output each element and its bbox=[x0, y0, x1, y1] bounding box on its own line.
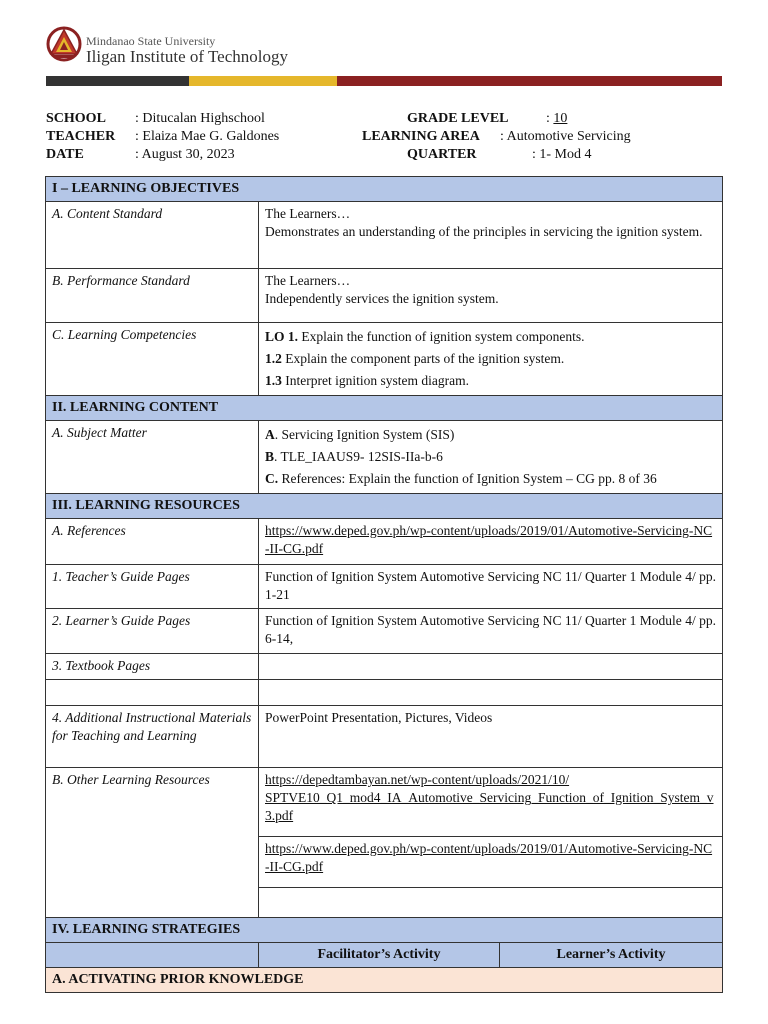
learning-area-value: : Automotive Servicing bbox=[500, 129, 631, 144]
section-heading-objectives: I – LEARNING OBJECTIVES bbox=[46, 177, 723, 202]
references-label: A. References bbox=[46, 519, 259, 565]
other-resource-empty bbox=[259, 887, 722, 917]
grade-level-value: : 10 bbox=[546, 111, 568, 126]
learning-competencies-value: LO 1. Explain the function of ignition system components. 1.2 Explain the component parts of the ignition system. 1.3 Interpret ignition system diagram. bbox=[259, 323, 723, 396]
empty-cell bbox=[46, 680, 259, 706]
lesson-plan-table bbox=[45, 176, 723, 993]
additional-materials-label: 4. Additional Instructional Materials for Teaching and Learning bbox=[46, 706, 259, 768]
learner-activity-header: Learner’s Activity bbox=[500, 943, 723, 968]
header-stripe-dark bbox=[46, 76, 189, 86]
performance-standard-label: B. Performance Standard bbox=[46, 269, 259, 323]
empty-cell bbox=[259, 680, 723, 706]
quarter-value: : 1- Mod 4 bbox=[532, 147, 592, 162]
quarter-label: QUARTER bbox=[407, 147, 477, 162]
school-label: SCHOOL bbox=[46, 111, 106, 126]
section-heading-strategies: IV. LEARNING STRATEGIES bbox=[46, 918, 723, 943]
other-resource-link-2-wrap bbox=[259, 836, 722, 884]
references-link[interactable]: https://www.deped.gov.ph/wp-content/uploads/2019/01/Automotive-Servicing-NC-II-CG.pdf bbox=[259, 519, 723, 565]
subject-matter-label: A. Subject Matter bbox=[46, 421, 259, 494]
date-value: : August 30, 2023 bbox=[135, 147, 235, 162]
activating-prior-knowledge-heading: A. ACTIVATING PRIOR KNOWLEDGE bbox=[46, 968, 723, 993]
date-label: DATE bbox=[46, 147, 84, 162]
teacher-value: : Elaiza Mae G. Galdones bbox=[135, 129, 280, 144]
teacher-label: TEACHER bbox=[46, 129, 116, 144]
other-resources-value bbox=[259, 768, 723, 918]
facilitator-activity-header: Facilitator’s Activity bbox=[259, 943, 500, 968]
textbook-pages-value bbox=[259, 654, 723, 680]
other-resource-link-1[interactable]: https://depedtambayan.net/wp-content/uploads/2021/10/ SPTVE10_Q1_mod4_IA_Automotive_Servicing_Function_of_Ignition_System_v3.pdf bbox=[265, 772, 714, 823]
content-standard-value: The Learners… Demonstrates an understanding of the principles in servicing the ignition system. bbox=[259, 202, 723, 269]
institution-logo bbox=[46, 24, 346, 68]
performance-standard-value: The Learners… Independently services the ignition system. bbox=[259, 269, 723, 323]
teachers-guide-value: Function of Ignition System Automotive Servicing NC 11/ Quarter 1 Module 4/ pp. 1-21 bbox=[259, 565, 723, 609]
other-resources-label: B. Other Learning Resources bbox=[46, 768, 259, 918]
strategies-blank-header bbox=[46, 943, 259, 968]
learning-area-label: LEARNING AREA bbox=[362, 129, 480, 144]
university-name: Mindanao State University bbox=[86, 34, 216, 48]
teachers-guide-label: 1. Teacher’s Guide Pages bbox=[46, 565, 259, 609]
header-stripe-gold bbox=[189, 76, 337, 86]
section-heading-resources: III. LEARNING RESOURCES bbox=[46, 494, 723, 519]
subject-matter-value: A. Servicing Ignition System (SIS) B. TLE_IAAUS9- 12SIS-IIa-b-6 C. References: Explain the function of Ignition System – CG pp. 8 of 36 bbox=[259, 421, 723, 494]
institute-name: Iligan Institute of Technology bbox=[86, 47, 288, 66]
section-heading-content: II. LEARNING CONTENT bbox=[46, 396, 723, 421]
other-resource-link-2[interactable]: https://www.deped.gov.ph/wp-content/uploads/2019/01/Automotive-Servicing-NC-II-CG.pdf bbox=[265, 841, 713, 874]
header-stripe-maroon bbox=[337, 76, 722, 86]
learners-guide-label: 2. Learner’s Guide Pages bbox=[46, 609, 259, 654]
textbook-pages-label: 3. Textbook Pages bbox=[46, 654, 259, 680]
learning-competencies-label: C. Learning Competencies bbox=[46, 323, 259, 396]
grade-level-label: GRADE LEVEL bbox=[407, 111, 509, 126]
additional-materials-value: PowerPoint Presentation, Pictures, Videos bbox=[259, 706, 723, 768]
content-standard-label: A. Content Standard bbox=[46, 202, 259, 269]
msu-iit-seal-icon bbox=[46, 24, 82, 64]
learners-guide-value: Function of Ignition System Automotive Servicing NC 11/ Quarter 1 Module 4/ pp. 6-14, bbox=[259, 609, 723, 654]
school-value: : Ditucalan Highschool bbox=[135, 111, 265, 126]
